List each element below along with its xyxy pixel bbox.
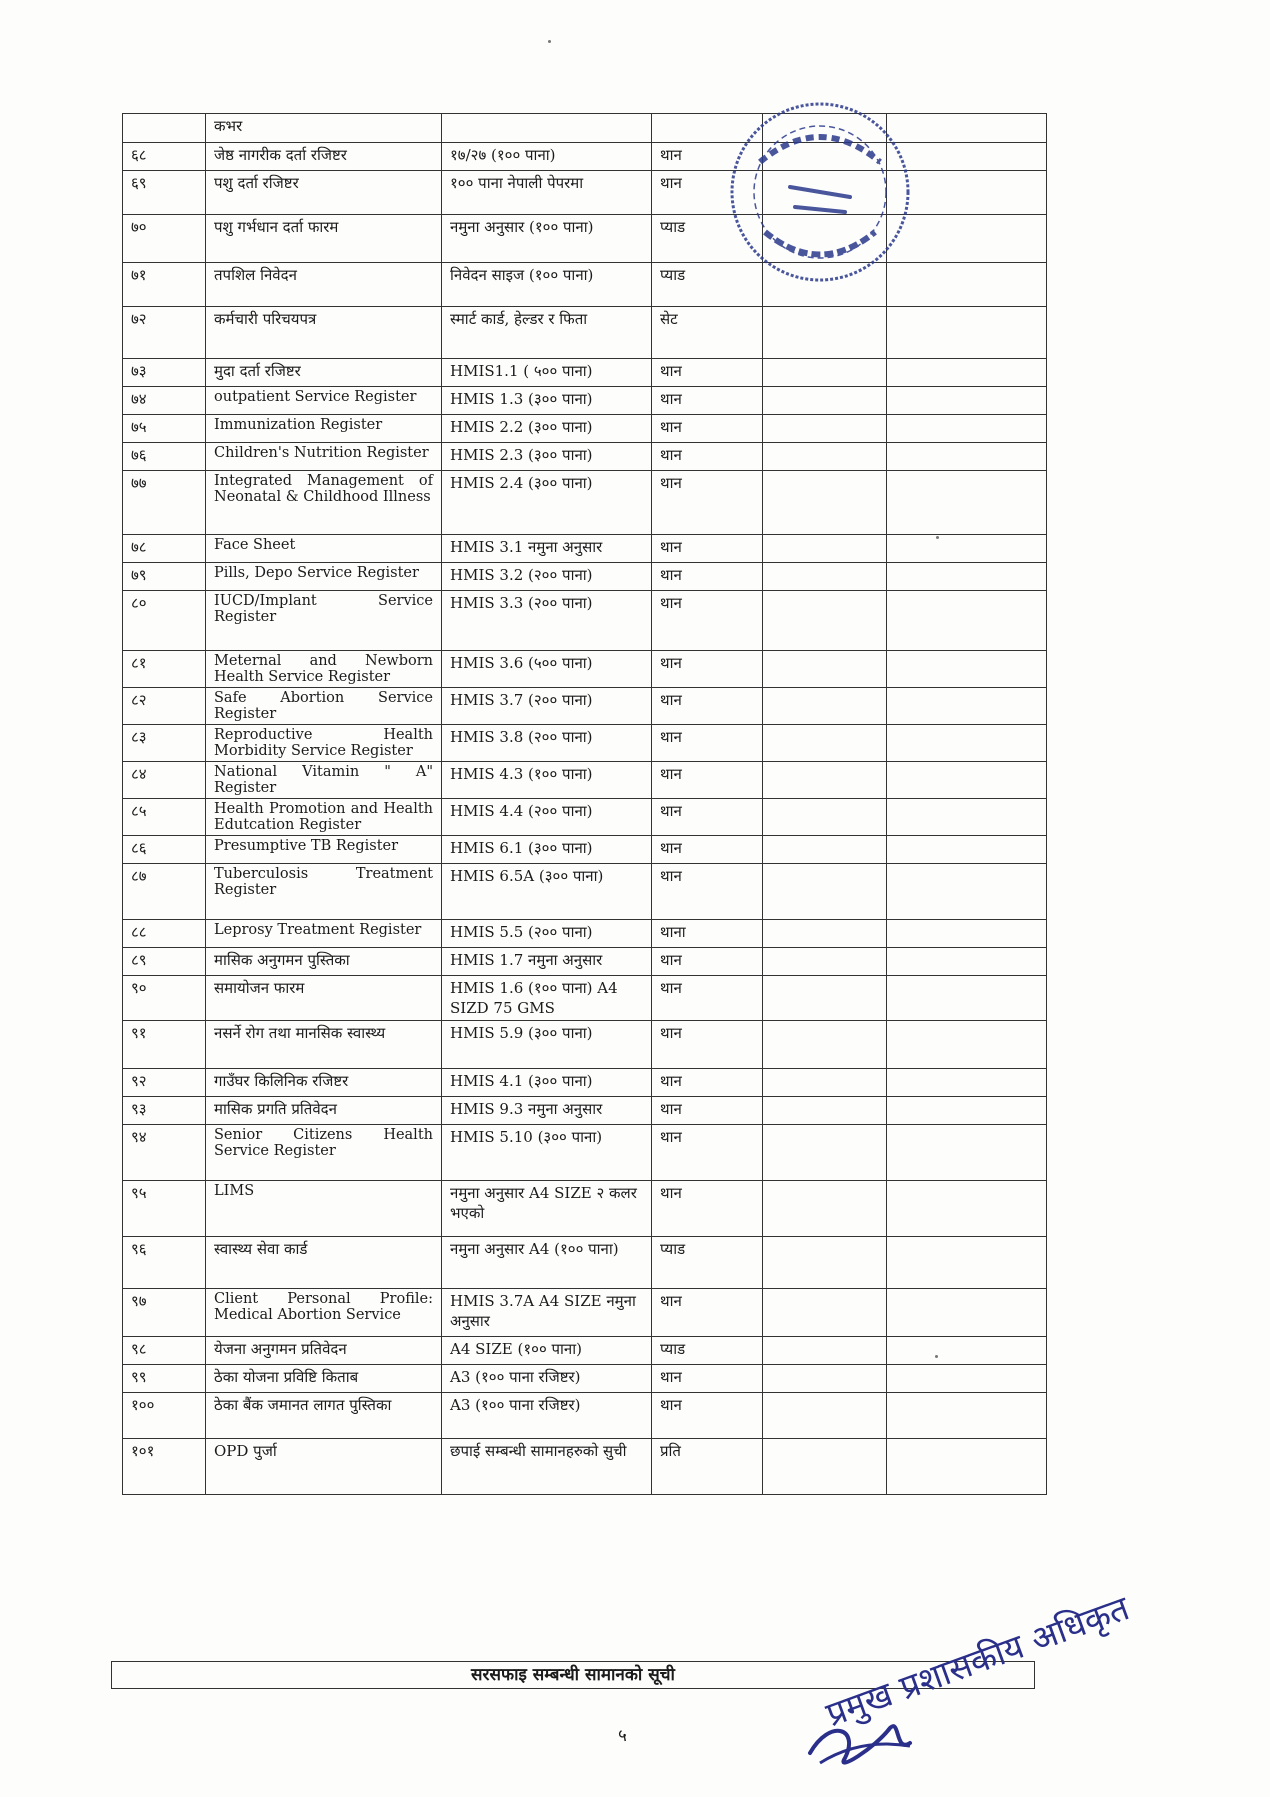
remarks-cell xyxy=(887,1365,1047,1393)
table-row xyxy=(123,1097,1047,1125)
table-row xyxy=(123,762,1047,799)
item-name-cell: ठेका बैंक जमानत लागत पुस्तिका xyxy=(206,1393,442,1439)
serial-number-cell: ७८ xyxy=(123,535,206,563)
serial-number-cell: ८० xyxy=(123,591,206,651)
serial-number-cell: ६९ xyxy=(123,171,206,215)
unit-cell: प्याड xyxy=(652,263,763,307)
item-name-cell: पशु गर्भधान दर्ता फारम xyxy=(206,215,442,263)
specification-cell: HMIS 3.1 नमुना अनुसार xyxy=(442,535,652,563)
item-name-cell: कभर xyxy=(206,114,442,143)
signature-title: प्रमुख प्रशासकीय अधिकृत xyxy=(820,1588,1135,1736)
item-name-cell: Immunization Register xyxy=(206,415,442,443)
scan-speck xyxy=(548,40,551,43)
item-name-cell: Integrated Management of Neonatal & Childhood Illness xyxy=(206,471,442,535)
table-row xyxy=(123,864,1047,920)
table-row xyxy=(123,387,1047,415)
item-name-cell: मासिक अनुगमन पुस्तिका xyxy=(206,948,442,976)
table-row xyxy=(123,948,1047,976)
items-table-body xyxy=(123,114,1047,1495)
specification-cell: स्मार्ट कार्ड, हेल्डर र फिता xyxy=(442,307,652,359)
unit-cell: थान xyxy=(652,1289,763,1337)
item-name-cell: outpatient Service Register xyxy=(206,387,442,415)
remarks-cell xyxy=(887,471,1047,535)
specification-cell: HMIS 4.1 (३०० पाना) xyxy=(442,1069,652,1097)
item-name-cell: ठेका योजना प्रविष्टि किताब xyxy=(206,1365,442,1393)
table-row xyxy=(123,443,1047,471)
unit-cell: थाना xyxy=(652,920,763,948)
quantity-cell xyxy=(763,948,887,976)
specification-cell: HMIS1.1 ( ५०० पाना) xyxy=(442,359,652,387)
serial-number-cell: ८७ xyxy=(123,864,206,920)
table-row xyxy=(123,1365,1047,1393)
unit-cell: प्रति xyxy=(652,1439,763,1495)
unit-cell: थान xyxy=(652,688,763,725)
item-name-cell: Tuberculosis Treatment Register xyxy=(206,864,442,920)
specification-cell: HMIS 3.3 (२०० पाना) xyxy=(442,591,652,651)
unit-cell: थान xyxy=(652,443,763,471)
serial-number-cell: ६८ xyxy=(123,143,206,171)
remarks-cell xyxy=(887,1337,1047,1365)
specification-cell: HMIS 3.8 (२०० पाना) xyxy=(442,725,652,762)
quantity-cell xyxy=(763,1289,887,1337)
specification-cell: HMIS 5.10 (३०० पाना) xyxy=(442,1125,652,1181)
item-name-cell: येजना अनुगमन प्रतिवेदन xyxy=(206,1337,442,1365)
unit-cell: थान xyxy=(652,415,763,443)
specification-cell: A3 (१०० पाना रजिष्टर) xyxy=(442,1393,652,1439)
remarks-cell xyxy=(887,836,1047,864)
quantity-cell xyxy=(763,762,887,799)
specification-cell: १७/२७ (१०० पाना) xyxy=(442,143,652,171)
table-row xyxy=(123,1069,1047,1097)
specification-cell: नमुना अनुसार A4 (१०० पाना) xyxy=(442,1237,652,1289)
specification-cell: A4 SIZE (१०० पाना) xyxy=(442,1337,652,1365)
table-row xyxy=(123,535,1047,563)
remarks-cell xyxy=(887,1097,1047,1125)
specification-cell: HMIS 1.7 नमुना अनुसार xyxy=(442,948,652,976)
unit-cell: प्याड xyxy=(652,215,763,263)
item-name-cell: Reproductive Health Morbidity Service Register xyxy=(206,725,442,762)
table-row xyxy=(123,563,1047,591)
item-name-cell: कर्मचारी परिचयपत्र xyxy=(206,307,442,359)
remarks-cell xyxy=(887,1237,1047,1289)
section-title: सरसफाइ सम्बन्धी सामानको सूची xyxy=(111,1661,1035,1689)
quantity-cell xyxy=(763,563,887,591)
remarks-cell xyxy=(887,387,1047,415)
table-row xyxy=(123,471,1047,535)
remarks-cell xyxy=(887,799,1047,836)
unit-cell: थान xyxy=(652,1097,763,1125)
unit-cell: थान xyxy=(652,143,763,171)
specification-cell: HMIS 5.9 (३०० पाना) xyxy=(442,1021,652,1069)
table-row xyxy=(123,1439,1047,1495)
items-table xyxy=(122,113,1047,1495)
serial-number-cell: ८९ xyxy=(123,948,206,976)
item-name-cell: National Vitamin " A" Register xyxy=(206,762,442,799)
unit-cell: प्याड xyxy=(652,1337,763,1365)
serial-number-cell: ७७ xyxy=(123,471,206,535)
item-name-cell: मासिक प्रगति प्रतिवेदन xyxy=(206,1097,442,1125)
item-name-cell: Face Sheet xyxy=(206,535,442,563)
specification-cell: नमुना अनुसार A4 SIZE २ कलर भएको xyxy=(442,1181,652,1237)
table-row xyxy=(123,591,1047,651)
item-name-cell: तपशिल निवेदन xyxy=(206,263,442,307)
table-row xyxy=(123,1237,1047,1289)
remarks-cell xyxy=(887,688,1047,725)
remarks-cell xyxy=(887,920,1047,948)
specification-cell: १०० पाना नेपाली पेपरमा xyxy=(442,171,652,215)
remarks-cell xyxy=(887,948,1047,976)
quantity-cell xyxy=(763,688,887,725)
table-row xyxy=(123,688,1047,725)
item-name-cell: गाउँघर किलिनिक रजिष्टर xyxy=(206,1069,442,1097)
serial-number-cell: ८१ xyxy=(123,651,206,688)
quantity-cell xyxy=(763,976,887,1021)
unit-cell: थान xyxy=(652,1365,763,1393)
specification-cell: HMIS 3.6 (५०० पाना) xyxy=(442,651,652,688)
serial-number-cell: ८५ xyxy=(123,799,206,836)
serial-number-cell: ७१ xyxy=(123,263,206,307)
table-row xyxy=(123,415,1047,443)
unit-cell: थान xyxy=(652,591,763,651)
item-name-cell: Presumptive TB Register xyxy=(206,836,442,864)
item-name-cell: Meternal and Newborn Health Service Register xyxy=(206,651,442,688)
table-row xyxy=(123,307,1047,359)
remarks-cell xyxy=(887,864,1047,920)
item-name-cell: OPD पुर्जा xyxy=(206,1439,442,1495)
unit-cell: थान xyxy=(652,1069,763,1097)
quantity-cell xyxy=(763,1439,887,1495)
remarks-cell xyxy=(887,443,1047,471)
specification-cell: HMIS 2.4 (३०० पाना) xyxy=(442,471,652,535)
item-name-cell: Leprosy Treatment Register xyxy=(206,920,442,948)
table-row xyxy=(123,920,1047,948)
table-row xyxy=(123,836,1047,864)
specification-cell: HMIS 3.7 (२०० पाना) xyxy=(442,688,652,725)
remarks-cell xyxy=(887,359,1047,387)
specification-cell: HMIS 5.5 (२०० पाना) xyxy=(442,920,652,948)
unit-cell: थान xyxy=(652,471,763,535)
quantity-cell xyxy=(763,535,887,563)
quantity-cell xyxy=(763,1237,887,1289)
item-name-cell: LIMS xyxy=(206,1181,442,1237)
serial-number-cell: ८२ xyxy=(123,688,206,725)
serial-number-cell: ७६ xyxy=(123,443,206,471)
serial-number-cell: ९९ xyxy=(123,1365,206,1393)
item-name-cell: स्वास्थ्य सेवा कार्ड xyxy=(206,1237,442,1289)
item-name-cell: पशु दर्ता रजिष्टर xyxy=(206,171,442,215)
serial-number-cell: ७९ xyxy=(123,563,206,591)
unit-cell: थान xyxy=(652,387,763,415)
item-name-cell: Pills, Depo Service Register xyxy=(206,563,442,591)
remarks-cell xyxy=(887,976,1047,1021)
unit-cell: थान xyxy=(652,725,763,762)
item-name-cell: Safe Abortion Service Register xyxy=(206,688,442,725)
specification-cell: HMIS 4.4 (२०० पाना) xyxy=(442,799,652,836)
serial-number-cell: ८४ xyxy=(123,762,206,799)
remarks-cell xyxy=(887,563,1047,591)
specification-cell: निवेदन साइज (१०० पाना) xyxy=(442,263,652,307)
serial-number-cell: ९२ xyxy=(123,1069,206,1097)
item-name-cell: Children's Nutrition Register xyxy=(206,443,442,471)
specification-cell: HMIS 1.3 (३०० पाना) xyxy=(442,387,652,415)
remarks-cell xyxy=(887,1069,1047,1097)
serial-number-cell: ८८ xyxy=(123,920,206,948)
table-row xyxy=(123,359,1047,387)
serial-number-cell: ८६ xyxy=(123,836,206,864)
serial-number-cell: ७३ xyxy=(123,359,206,387)
serial-number-cell: १०० xyxy=(123,1393,206,1439)
quantity-cell xyxy=(763,359,887,387)
unit-cell: थान xyxy=(652,1393,763,1439)
item-name-cell: जेष्ठ नागरीक दर्ता रजिष्टर xyxy=(206,143,442,171)
item-name-cell: मुदा दर्ता रजिष्टर xyxy=(206,359,442,387)
serial-number-cell: ७४ xyxy=(123,387,206,415)
item-name-cell: समायोजन फारम xyxy=(206,976,442,1021)
serial-number-cell: ७२ xyxy=(123,307,206,359)
remarks-cell xyxy=(887,307,1047,359)
unit-cell: थान xyxy=(652,563,763,591)
unit-cell: थान xyxy=(652,976,763,1021)
quantity-cell xyxy=(763,1181,887,1237)
quantity-cell xyxy=(763,836,887,864)
specification-cell: HMIS 3.2 (२०० पाना) xyxy=(442,563,652,591)
remarks-cell xyxy=(887,1125,1047,1181)
unit-cell: थान xyxy=(652,1021,763,1069)
quantity-cell xyxy=(763,1393,887,1439)
serial-number-cell: ९० xyxy=(123,976,206,1021)
item-name-cell: नसर्ने रोग तथा मानसिक स्वास्थ्य xyxy=(206,1021,442,1069)
specification-cell: HMIS 4.3 (१०० पाना) xyxy=(442,762,652,799)
unit-cell: थान xyxy=(652,762,763,799)
remarks-cell xyxy=(887,725,1047,762)
remarks-cell xyxy=(887,1439,1047,1495)
serial-number-cell: ८३ xyxy=(123,725,206,762)
quantity-cell xyxy=(763,1337,887,1365)
remarks-cell xyxy=(887,591,1047,651)
specification-cell: HMIS 9.3 नमुना अनुसार xyxy=(442,1097,652,1125)
page-number: ५ xyxy=(618,1726,627,1746)
item-name-cell: Senior Citizens Health Service Register xyxy=(206,1125,442,1181)
serial-number-cell: ९१ xyxy=(123,1021,206,1069)
specification-cell: HMIS 2.3 (३०० पाना) xyxy=(442,443,652,471)
unit-cell: थान xyxy=(652,359,763,387)
quantity-cell xyxy=(763,920,887,948)
quantity-cell xyxy=(763,307,887,359)
table-row xyxy=(123,1393,1047,1439)
quantity-cell xyxy=(763,725,887,762)
quantity-cell xyxy=(763,1069,887,1097)
quantity-cell xyxy=(763,864,887,920)
table-row xyxy=(123,651,1047,688)
serial-number-cell: ९८ xyxy=(123,1337,206,1365)
remarks-cell xyxy=(887,415,1047,443)
quantity-cell xyxy=(763,591,887,651)
table-row xyxy=(123,725,1047,762)
quantity-cell xyxy=(763,1365,887,1393)
table-row xyxy=(123,1181,1047,1237)
specification-cell: HMIS 1.6 (१०० पाना) A4 SIZD 75 GMS xyxy=(442,976,652,1021)
remarks-cell xyxy=(887,762,1047,799)
table-row xyxy=(123,1289,1047,1337)
serial-number-cell: ९६ xyxy=(123,1237,206,1289)
unit-cell: थान xyxy=(652,799,763,836)
remarks-cell xyxy=(887,1021,1047,1069)
specification-cell xyxy=(442,114,652,143)
unit-cell: थान xyxy=(652,1125,763,1181)
quantity-cell xyxy=(763,471,887,535)
serial-number-cell: १०१ xyxy=(123,1439,206,1495)
serial-number-cell: ७५ xyxy=(123,415,206,443)
remarks-cell xyxy=(887,1289,1047,1337)
quantity-cell xyxy=(763,1097,887,1125)
remarks-cell xyxy=(887,1181,1047,1237)
unit-cell: थान xyxy=(652,1181,763,1237)
specification-cell: छपाई सम्बन्धी सामानहरुको सुची xyxy=(442,1439,652,1495)
table-row xyxy=(123,1125,1047,1181)
unit-cell: थान xyxy=(652,836,763,864)
quantity-cell xyxy=(763,415,887,443)
unit-cell: प्याड xyxy=(652,1237,763,1289)
remarks-cell xyxy=(887,651,1047,688)
unit-cell: सेट xyxy=(652,307,763,359)
table-row xyxy=(123,1021,1047,1069)
specification-cell: HMIS 2.2 (३०० पाना) xyxy=(442,415,652,443)
table-row xyxy=(123,799,1047,836)
serial-number-cell: ९७ xyxy=(123,1289,206,1337)
specification-cell: HMIS 6.5A (३०० पाना) xyxy=(442,864,652,920)
remarks-cell xyxy=(887,1393,1047,1439)
specification-cell: नमुना अनुसार (१०० पाना) xyxy=(442,215,652,263)
serial-number-cell: ७० xyxy=(123,215,206,263)
item-name-cell: IUCD/Implant Service Register xyxy=(206,591,442,651)
serial-number-cell: ९५ xyxy=(123,1181,206,1237)
serial-number-cell xyxy=(123,114,206,143)
serial-number-cell: ९४ xyxy=(123,1125,206,1181)
quantity-cell xyxy=(763,387,887,415)
item-name-cell: Client Personal Profile: Medical Abortion Service xyxy=(206,1289,442,1337)
specification-cell: HMIS 3.7A A4 SIZE नमुना अनुसार xyxy=(442,1289,652,1337)
official-stamp-icon xyxy=(720,92,920,292)
unit-cell: थान xyxy=(652,171,763,215)
unit-cell: थान xyxy=(652,651,763,688)
quantity-cell xyxy=(763,1125,887,1181)
quantity-cell xyxy=(763,443,887,471)
specification-cell: HMIS 6.1 (३०० पाना) xyxy=(442,836,652,864)
table-row xyxy=(123,976,1047,1021)
item-name-cell: Health Promotion and Health Edutcation Register xyxy=(206,799,442,836)
quantity-cell xyxy=(763,799,887,836)
quantity-cell xyxy=(763,1021,887,1069)
unit-cell: थान xyxy=(652,535,763,563)
unit-cell: थान xyxy=(652,864,763,920)
quantity-cell xyxy=(763,651,887,688)
table-row xyxy=(123,1337,1047,1365)
specification-cell: A3 (१०० पाना रजिष्टर) xyxy=(442,1365,652,1393)
remarks-cell xyxy=(887,535,1047,563)
serial-number-cell: ९३ xyxy=(123,1097,206,1125)
unit-cell: थान xyxy=(652,948,763,976)
